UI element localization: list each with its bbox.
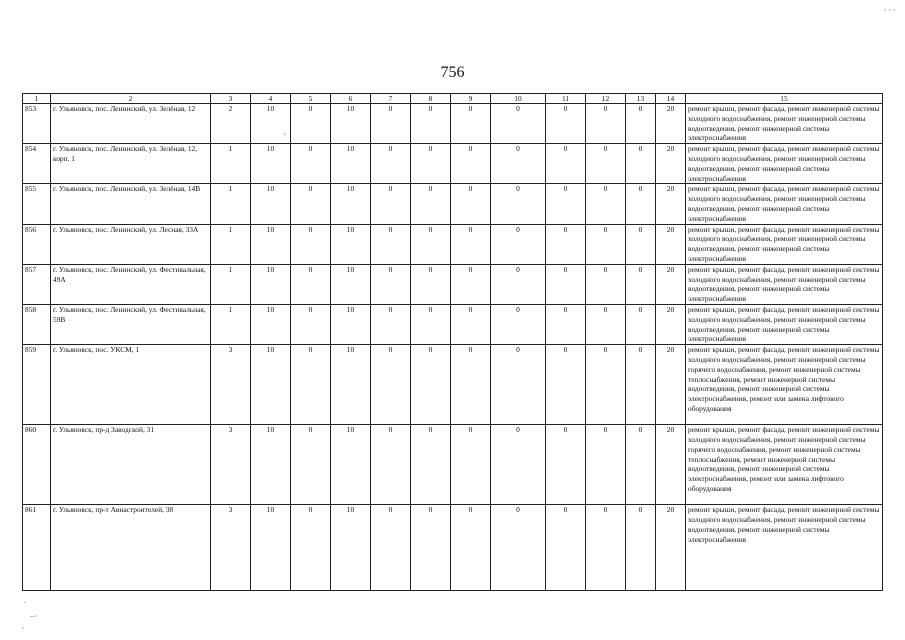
works-cell: ремонт крыши, ремонт фасада, ремонт инженерной системы холодного водоснабжения, ремонт инженерной системы водоотведения, ремонт инженерной системы электроснабжения	[686, 505, 883, 591]
column-header: 9	[451, 94, 491, 104]
value-cell: 0	[491, 104, 546, 144]
value-cell: 0	[626, 264, 656, 304]
value-cell: 0	[546, 505, 586, 591]
value-cell: 0	[546, 425, 586, 505]
value-cell: 0	[291, 264, 331, 304]
value-cell: 0	[546, 184, 586, 224]
value-cell: 0	[586, 345, 626, 425]
value-cell: 0	[411, 505, 451, 591]
column-header: 11	[546, 94, 586, 104]
address-cell: г. Ульяновск, пос. Ленинский, ул. Фестивальная, 59В	[51, 304, 211, 344]
value-cell: 0	[411, 184, 451, 224]
table-row	[23, 184, 883, 224]
value-cell: 1	[211, 184, 251, 224]
works-cell: ремонт крыши, ремонт фасада, ремонт инженерной системы холодного водоснабжения, ремонт инженерной системы водоотведения, ремонт инженерной системы электроснабжения	[686, 224, 883, 264]
value-cell: 0	[291, 224, 331, 264]
value-cell: 10	[251, 425, 291, 505]
value-cell: 10	[251, 345, 291, 425]
address-cell: г. Ульяновск, пос. УКСМ, 1	[51, 345, 211, 425]
value-cell: 1	[211, 224, 251, 264]
value-cell: 0	[451, 144, 491, 184]
value-cell: 0	[451, 425, 491, 505]
value-cell: 0	[491, 184, 546, 224]
value-cell: 10	[331, 144, 371, 184]
value-cell: 0	[586, 184, 626, 224]
value-cell: 0	[491, 425, 546, 505]
value-cell: 0	[371, 144, 411, 184]
table-row	[23, 505, 883, 591]
value-cell: 0	[451, 224, 491, 264]
address-cell: г. Ульяновск, пр-д Заводской, 31	[51, 425, 211, 505]
column-header: 14	[656, 94, 686, 104]
value-cell: 0	[546, 345, 586, 425]
column-header: 15	[686, 94, 883, 104]
works-cell: ремонт крыши, ремонт фасада, ремонт инженерной системы холодного водоснабжения, ремонт инженерной системы водоотведения, ремонт инженерной системы электроснабжения	[686, 144, 883, 184]
scan-mark: ′	[284, 132, 286, 141]
value-cell: 0	[491, 304, 546, 344]
value-cell: 0	[371, 224, 411, 264]
works-cell: ремонт крыши, ремонт фасада, ремонт инженерной системы холодного водоснабжения, ремонт инженерной системы водоотведения, ремонт инженерной системы электроснабжения	[686, 304, 883, 344]
value-cell: 10	[251, 505, 291, 591]
value-cell: 0	[291, 104, 331, 144]
value-cell: 20	[656, 425, 686, 505]
value-cell: 0	[491, 144, 546, 184]
value-cell: 20	[656, 264, 686, 304]
value-cell: 10	[331, 184, 371, 224]
address-cell: г. Ульяновск, пос. Ленинский, ул. Зелёная, 12, корп. 1	[51, 144, 211, 184]
column-header: 8	[411, 94, 451, 104]
column-number-row	[23, 94, 883, 104]
value-cell: 0	[451, 184, 491, 224]
value-cell: 0	[291, 184, 331, 224]
value-cell: 0	[586, 144, 626, 184]
value-cell: 0	[491, 264, 546, 304]
value-cell: 10	[331, 104, 371, 144]
value-cell: 0	[546, 144, 586, 184]
table-row	[23, 264, 883, 304]
value-cell: 0	[451, 264, 491, 304]
scan-mark: ∙	[24, 598, 26, 607]
value-cell: 0	[291, 304, 331, 344]
row-number-cell: 859	[23, 345, 51, 425]
value-cell: 0	[586, 425, 626, 505]
value-cell: 1	[211, 144, 251, 184]
value-cell: 0	[411, 304, 451, 344]
value-cell: 0	[451, 505, 491, 591]
column-header: 1	[23, 94, 51, 104]
value-cell: 0	[411, 144, 451, 184]
value-cell: 0	[626, 224, 656, 264]
value-cell: 0	[626, 505, 656, 591]
works-cell: ремонт крыши, ремонт фасада, ремонт инженерной системы холодного водоснабжения, ремонт инженерной системы горячего водоснабжения, ремонт инженерной системы теплоснабжения, ремонт инженерной системы водоотведения, ремонт инженерной системы электроснабжения, ремонт или замена лифтового оборудования	[686, 345, 883, 425]
value-cell: 0	[546, 264, 586, 304]
scan-mark: ∙∙·	[30, 612, 37, 621]
row-number-cell: 857	[23, 264, 51, 304]
value-cell: 10	[251, 144, 291, 184]
value-cell: 0	[491, 224, 546, 264]
value-cell: 0	[411, 224, 451, 264]
table-row	[23, 104, 883, 144]
value-cell: 0	[626, 345, 656, 425]
value-cell: 0	[586, 104, 626, 144]
value-cell: 1	[211, 264, 251, 304]
row-number-cell: 855	[23, 184, 51, 224]
value-cell: 0	[586, 264, 626, 304]
value-cell: 10	[251, 264, 291, 304]
value-cell: 0	[371, 104, 411, 144]
value-cell: 10	[331, 505, 371, 591]
table-row	[23, 304, 883, 344]
value-cell: 0	[491, 505, 546, 591]
value-cell: 0	[626, 144, 656, 184]
value-cell: 0	[411, 425, 451, 505]
row-number-cell: 853	[23, 104, 51, 144]
value-cell: 0	[371, 264, 411, 304]
value-cell: 0	[451, 304, 491, 344]
value-cell: 0	[546, 304, 586, 344]
column-header: 12	[586, 94, 626, 104]
column-header: 3	[211, 94, 251, 104]
value-cell: 10	[331, 425, 371, 505]
table-row	[23, 425, 883, 505]
address-cell: г. Ульяновск, пос. Ленинский, ул. Фестивальная, 49А	[51, 264, 211, 304]
value-cell: 0	[491, 345, 546, 425]
value-cell: 10	[251, 184, 291, 224]
works-cell: ремонт крыши, ремонт фасада, ремонт инженерной системы холодного водоснабжения, ремонт инженерной системы водоотведения, ремонт инженерной системы электроснабжения	[686, 104, 883, 144]
value-cell: 0	[546, 104, 586, 144]
column-header: 10	[491, 94, 546, 104]
column-header: 7	[371, 94, 411, 104]
value-cell: 3	[211, 345, 251, 425]
scan-mark: ···	[884, 6, 898, 15]
value-cell: 10	[251, 104, 291, 144]
value-cell: 10	[331, 264, 371, 304]
value-cell: 10	[331, 345, 371, 425]
value-cell: 2	[211, 104, 251, 144]
value-cell: 0	[546, 224, 586, 264]
address-cell: г. Ульяновск, пр-т Авиастроителей, 38	[51, 505, 211, 591]
value-cell: 20	[656, 224, 686, 264]
row-number-cell: 861	[23, 505, 51, 591]
value-cell: 20	[656, 144, 686, 184]
value-cell: 0	[371, 304, 411, 344]
value-cell: 0	[411, 345, 451, 425]
table-row	[23, 224, 883, 264]
address-cell: г. Ульяновск, пос. Ленинский, ул. Лесная, 33А	[51, 224, 211, 264]
works-cell: ремонт крыши, ремонт фасада, ремонт инженерной системы холодного водоснабжения, ремонт инженерной системы горячего водоснабжения, ремонт инженерной системы теплоснабжения, ремонт инженерной системы водоотведения, ремонт инженерной системы электроснабжения, ремонт или замена лифтового оборудования	[686, 425, 883, 505]
table-row	[23, 144, 883, 184]
column-header: 13	[626, 94, 656, 104]
value-cell: 10	[331, 304, 371, 344]
address-cell: г. Ульяновск, пос. Ленинский, ул. Зелёная, 14В	[51, 184, 211, 224]
value-cell: 0	[291, 425, 331, 505]
value-cell: 0	[411, 104, 451, 144]
value-cell: 10	[331, 224, 371, 264]
row-number-cell: 858	[23, 304, 51, 344]
value-cell: 0	[586, 505, 626, 591]
scan-mark: ′	[22, 626, 24, 635]
value-cell: 0	[626, 304, 656, 344]
value-cell: 20	[656, 505, 686, 591]
works-cell: ремонт крыши, ремонт фасада, ремонт инженерной системы холодного водоснабжения, ремонт инженерной системы водоотведения, ремонт инженерной системы электроснабжения	[686, 264, 883, 304]
value-cell: 20	[656, 345, 686, 425]
column-header: 4	[251, 94, 291, 104]
value-cell: 10	[251, 224, 291, 264]
value-cell: 0	[411, 264, 451, 304]
value-cell: 0	[371, 345, 411, 425]
row-number-cell: 856	[23, 224, 51, 264]
register-table	[22, 93, 883, 591]
value-cell: 3	[211, 505, 251, 591]
address-cell: г. Ульяновск, пос. Ленинский, ул. Зелёная, 12	[51, 104, 211, 144]
row-number-cell: 860	[23, 425, 51, 505]
works-cell: ремонт крыши, ремонт фасада, ремонт инженерной системы холодного водоснабжения, ремонт инженерной системы водоотведения, ремонт инженерной системы электроснабжения	[686, 184, 883, 224]
value-cell: 0	[371, 425, 411, 505]
value-cell: 0	[586, 224, 626, 264]
value-cell: 1	[211, 304, 251, 344]
column-header: 2	[51, 94, 211, 104]
value-cell: 0	[626, 184, 656, 224]
value-cell: 10	[251, 304, 291, 344]
value-cell: 20	[656, 104, 686, 144]
value-cell: 20	[656, 304, 686, 344]
column-header: 5	[291, 94, 331, 104]
value-cell: 0	[291, 345, 331, 425]
value-cell: 3	[211, 425, 251, 505]
value-cell: 0	[626, 425, 656, 505]
value-cell: 0	[291, 144, 331, 184]
value-cell: 0	[291, 505, 331, 591]
value-cell: 0	[371, 505, 411, 591]
value-cell: 0	[626, 104, 656, 144]
value-cell: 0	[371, 184, 411, 224]
value-cell: 0	[586, 304, 626, 344]
column-header: 6	[331, 94, 371, 104]
value-cell: 0	[451, 104, 491, 144]
table-row	[23, 345, 883, 425]
value-cell: 20	[656, 184, 686, 224]
page-number: 756	[440, 64, 465, 81]
row-number-cell: 854	[23, 144, 51, 184]
value-cell: 0	[451, 345, 491, 425]
